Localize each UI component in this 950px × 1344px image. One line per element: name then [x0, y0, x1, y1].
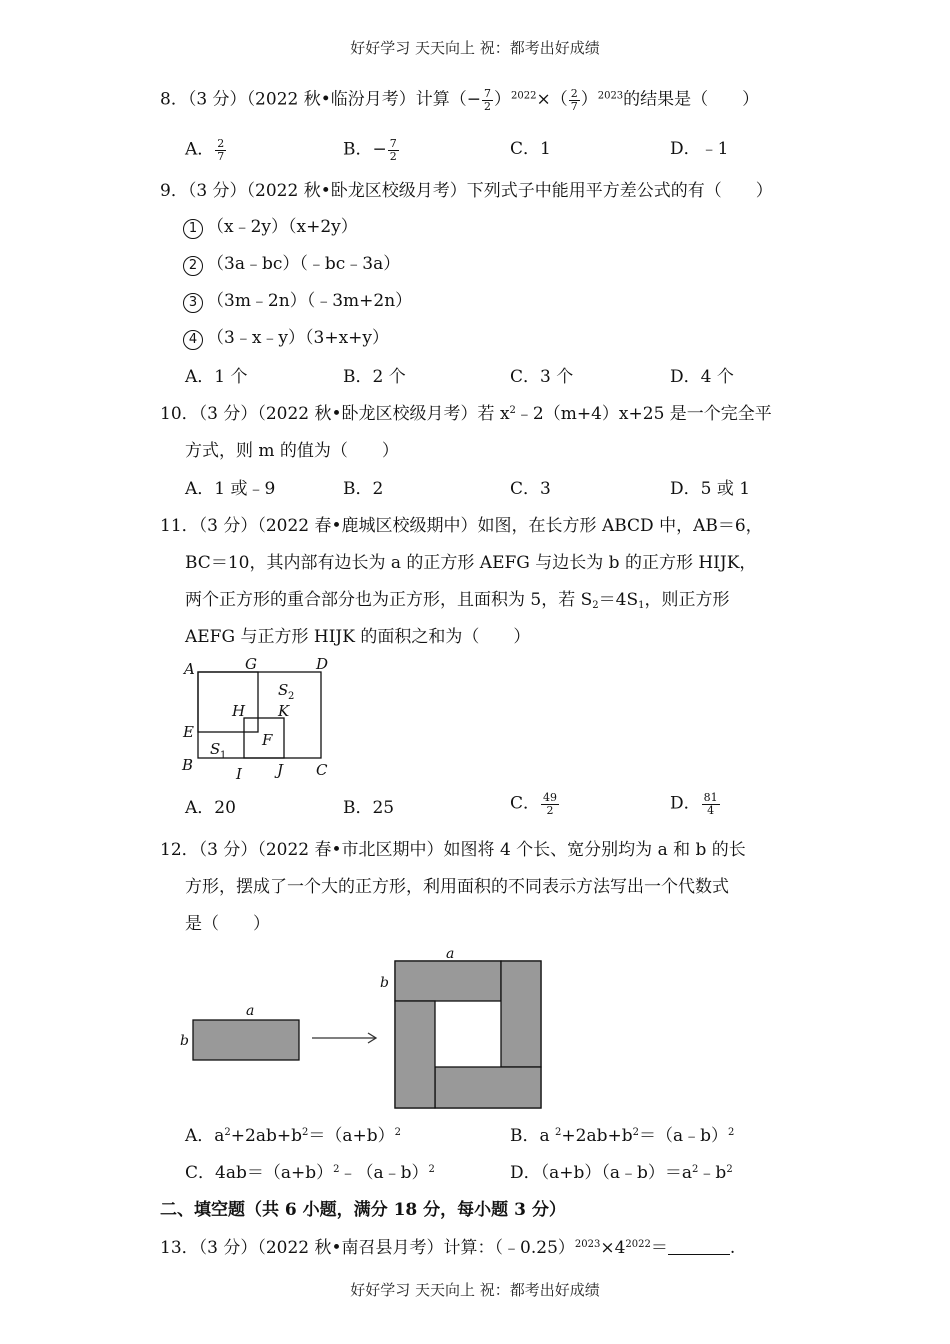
label-c: C: [316, 761, 328, 779]
label-h: H: [232, 702, 246, 720]
circled-number: 3: [183, 293, 203, 313]
label-a-small: a: [246, 1003, 255, 1019]
label-s2-sub: 2: [288, 691, 295, 702]
q11-rectangle-figure: [178, 653, 338, 785]
q9-item-2: 2 （3a﹣bc）（﹣bc﹣3a）: [183, 256, 400, 276]
q11-option-c[interactable]: C． $\frac{49}{2}$: [510, 791, 558, 817]
page-footer: 好好学习 天天向上 祝：都考出好成绩: [350, 1281, 600, 1299]
strip-top: [395, 961, 501, 1001]
question-11-line-4: AEFG 与正方形 HIJK 的面积之和为（ ）: [185, 627, 531, 647]
q10-option-c[interactable]: C．3: [510, 479, 551, 499]
arrow-icon: [312, 1033, 376, 1043]
label-i: I: [236, 765, 242, 783]
label-b: B: [182, 756, 194, 774]
label-k: K: [278, 702, 290, 720]
q11-option-d[interactable]: D． $\frac{81}{4}$: [670, 791, 718, 817]
q12-rectangles-figure: [170, 943, 560, 1113]
q10-option-a[interactable]: A．1 或﹣9: [185, 479, 276, 499]
question-11-line-2: BC＝10，其内部有边长为 a 的正方形 AEFG 与边长为 b 的正方形 HIJK，: [185, 553, 757, 573]
q9-option-b[interactable]: B．2 个: [343, 367, 406, 387]
page-header: 好好学习 天天向上 祝：都考出好成绩: [350, 39, 600, 57]
square-aefg: [198, 672, 258, 732]
q9-item-1: 1 （x﹣2y）（x+2y）: [183, 219, 358, 239]
question-10-line-1: 10．（3 分）（2022 秋•卧龙区校级月考）若 $x^2﹣2(m+4)x+25$ 是一个完全平: [160, 404, 772, 424]
q11-option-b[interactable]: B．25: [343, 798, 395, 818]
q9-item-3: 3 （3m﹣2n）（﹣3m+2n）: [183, 293, 412, 313]
strip-left: [395, 1001, 435, 1108]
question-12-line-2: 方形，摆成了一个大的正方形，利用面积的不同表示方法写出一个代数式: [185, 877, 729, 897]
question-13: 13．（3 分）（2022 秋•南召县月考）计算：$(﹣0.25)^{2023}\times 4^{2022}=$ .: [160, 1238, 736, 1258]
question-11-line-3: 两个正方形的重合部分也为正方形，且面积为 5，若 $S_2=4S_1$，则正方形: [185, 590, 730, 611]
q11-option-a[interactable]: A．20: [185, 798, 236, 818]
strip-right: [501, 961, 541, 1067]
question-12-line-3: 是（ ）: [185, 914, 270, 934]
q12-option-d[interactable]: D．$(a+b)(a﹣b)=a^2﹣b^2$: [510, 1163, 733, 1183]
question-11-line-1: 11．（3 分）（2022 春•鹿城区校级期中）如图，在长方形 ABCD 中，AB＝6，: [160, 516, 763, 536]
fraction-neg-7-2: $\frac{7}{2}$: [484, 87, 492, 113]
small-rectangle: [193, 1020, 299, 1060]
q8-option-d[interactable]: D．﹣1: [670, 139, 729, 159]
answer-blank[interactable]: [668, 1240, 730, 1255]
q12-option-a[interactable]: A．$a^2+2ab+b^2=(a+b)^2$: [185, 1126, 402, 1146]
section-2-title: 二、填空题（共 6 小题，满分 18 分，每小题 3 分）: [160, 1200, 566, 1220]
label-j: J: [277, 761, 284, 779]
label-b-big: b: [380, 975, 389, 991]
label-s1-sub: 1: [220, 750, 227, 761]
label-s2: S: [278, 681, 289, 699]
circled-number: 4: [183, 330, 203, 350]
q9-option-a[interactable]: A．1 个: [185, 367, 248, 387]
circled-number: 1: [183, 219, 203, 239]
label-a-big: a: [446, 946, 455, 962]
strip-bottom: [435, 1067, 541, 1108]
label-a: A: [184, 660, 195, 678]
label-g: G: [245, 655, 257, 673]
q9-option-d[interactable]: D．4 个: [670, 367, 734, 387]
question-10-line-2: 方式，则 m 的值为（ ）: [185, 441, 399, 461]
label-e: E: [183, 723, 194, 741]
question-8-stem: 8．（3 分）（2022 秋•临汾月考）计算（− $\frac{7}{2}$ ）$^{2022}$×（ $\frac{2}{7}$ ）$^{2023}$的结果是（ ）: [160, 87, 760, 113]
q8-option-b[interactable]: B．− $\frac{7}{2}$: [343, 137, 397, 163]
q8-option-c[interactable]: C．1: [510, 139, 551, 159]
label-b-small: b: [180, 1033, 189, 1049]
q8-option-a[interactable]: A． $\frac{2}{7}$: [185, 137, 225, 163]
fraction-2-7: $\frac{2}{7}$: [570, 87, 578, 113]
label-d: D: [316, 655, 329, 673]
q9-item-4: 4 （3﹣x﹣y）（3+x+y）: [183, 330, 389, 350]
q12-option-b[interactable]: B．a $^2+2ab+b^2=(a﹣b)^2$: [510, 1126, 735, 1146]
question-12-line-1: 12．（3 分）（2022 春•市北区期中）如图将 4 个长、宽分别均为 a 和 b 的长: [160, 840, 746, 860]
q10-option-d[interactable]: D．5 或 1: [670, 479, 751, 499]
q10-option-b[interactable]: B．2: [343, 479, 384, 499]
q12-option-c[interactable]: C．$4ab=(a+b)^2﹣(a﹣b)^2$: [185, 1163, 435, 1183]
label-f: F: [262, 731, 273, 749]
circled-number: 2: [183, 256, 203, 276]
q9-option-c[interactable]: C．3 个: [510, 367, 574, 387]
question-9-stem: 9．（3 分）（2022 秋•卧龙区校级月考）下列式子中能用平方差公式的有（ ）: [160, 181, 773, 201]
label-s1: S: [210, 740, 221, 758]
